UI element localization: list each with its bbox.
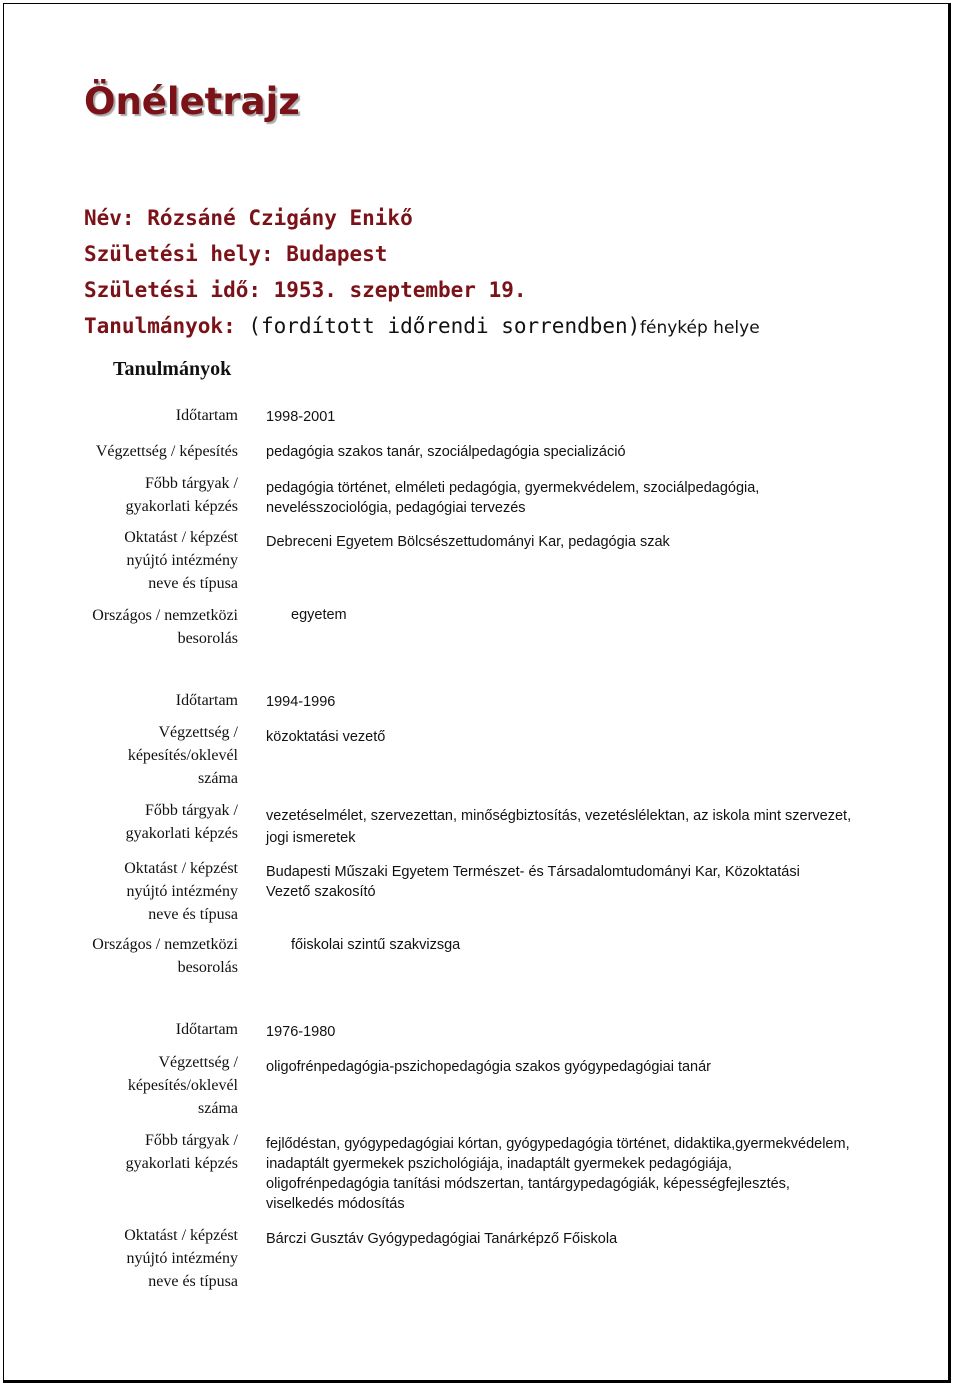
classification-value: főiskolai szintű szakvizsga <box>291 937 461 953</box>
qualification-value: közoktatási vezető <box>266 729 386 745</box>
studies-note: (fordított időrendi sorrendben) <box>248 314 641 338</box>
duration-value: 1976-1980 <box>266 1024 336 1040</box>
classification-value: egyetem <box>291 607 347 623</box>
subjects-value: pedagógia történet, elméleti pedagógia, gyermekvédelem, szociálpedagógia, nevelésszociológia, pedagógiai tervezés <box>266 480 760 516</box>
institution-value: Bárczi Gusztáv Gyógypedagógiai Tanárképző Főiskola <box>266 1231 618 1247</box>
studies-label: Tanulmányok: <box>84 314 236 338</box>
name-line: Név: Rózsáné Czigány Enikő <box>84 206 413 230</box>
duration-value: 1998-2001 <box>266 409 336 425</box>
section-title: Tanulmányok <box>113 358 232 380</box>
birth-place-line: Születési hely: Budapest <box>84 242 388 266</box>
qualification-value: pedagógia szakos tanár, szociálpedagógia specializáció <box>266 444 626 460</box>
subjects-label: Főbb tárgyak / gyakorlati képzés <box>125 802 238 842</box>
institution-label: Oktatást / képzést nyújtó intézmény neve és típusa <box>124 1227 238 1290</box>
qualification-label: Végzettség / képesítés <box>95 443 238 460</box>
duration-label: Időtartam <box>175 407 238 424</box>
qualification-label: Végzettség / képesítés/oklevél száma <box>127 1054 238 1117</box>
classification-label: Országos / nemzetközi besorolás <box>92 936 238 976</box>
institution-value: Debreceni Egyetem Bölcsészettudományi Kar, pedagógia szak <box>266 534 670 550</box>
subjects-label: Főbb tárgyak / gyakorlati képzés <box>125 475 238 515</box>
subjects-value: fejlődéstan, gyógypedagógiai kórtan, gyógypedagógia történet, didaktika,gyermekvédelem, inadaptált gyermekek pszichológiája, inadaptált gyermekek pedagógiája, oligofrénpedagógia tanítási módszertan, tantárgypedagógiák, képességfejlesztés, viselkedés módosítás <box>266 1136 850 1212</box>
subjects-value: vezetéselmélet, szervezettan, minőségbiztosítás, vezetéslélektan, az iskola mint szervezet, jogi ismeretek <box>266 808 852 846</box>
duration-label: Időtartam <box>175 692 238 709</box>
page-title: Önéletrajz <box>84 80 300 123</box>
classification-label: Országos / nemzetközi besorolás <box>92 607 238 647</box>
studies-heading-line <box>84 314 640 338</box>
photo-placeholder: fénykép helye <box>640 318 760 338</box>
institution-label: Oktatást / képzést nyújtó intézmény neve és típusa <box>124 529 238 592</box>
subjects-label: Főbb tárgyak / gyakorlati képzés <box>125 1132 238 1172</box>
birth-date-line: Születési idő: 1953. szeptember 19. <box>84 278 527 302</box>
institution-value: Budapesti Műszaki Egyetem Természet- és Társadalomtudományi Kar, Közoktatási Vezető szakosító <box>266 864 800 900</box>
qualification-label: Végzettség / képesítés/oklevél száma <box>127 724 238 787</box>
duration-value: 1994-1996 <box>266 694 336 710</box>
duration-label: Időtartam <box>175 1021 238 1038</box>
qualification-value: oligofrénpedagógia-pszichopedagógia szakos gyógypedagógiai tanár <box>266 1059 711 1075</box>
institution-label: Oktatást / képzést nyújtó intézmény neve és típusa <box>124 860 238 923</box>
